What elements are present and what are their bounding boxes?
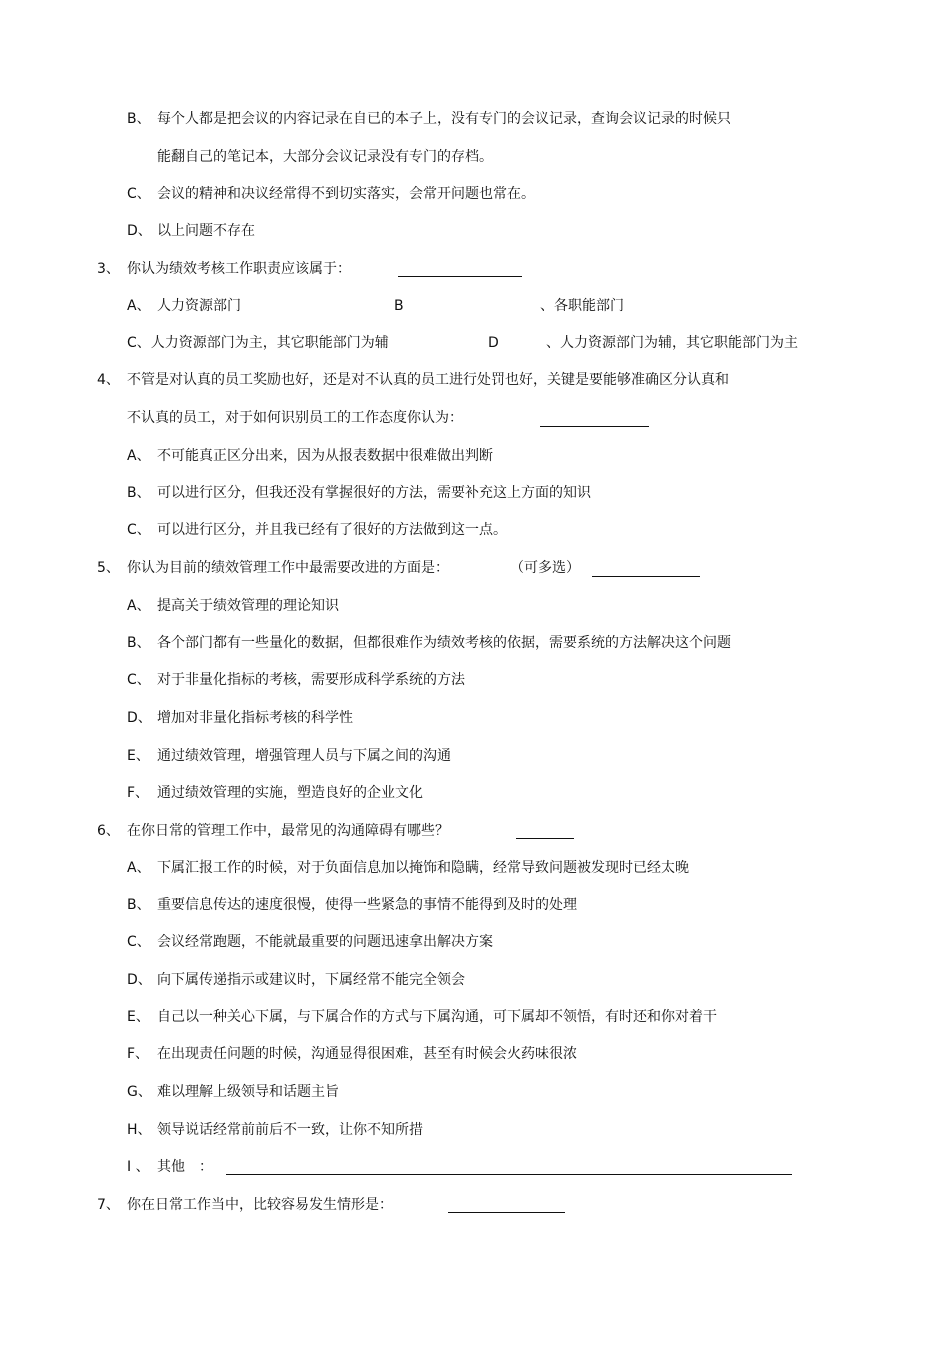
q6-option-i-colon: ： <box>199 1159 213 1175</box>
q6-option-i-text: 其他 <box>157 1159 185 1175</box>
q3-option-c-text: C、人力资源部门为主，其它职能部门为辅 <box>127 335 389 351</box>
q2-option-b-text-continued: 能翻自己的笔记本，大部分会议记录没有专门的存档。 <box>157 149 493 165</box>
q6-other-input-line[interactable] <box>226 1174 792 1175</box>
q2-option-c-text: 会议的精神和决议经常得不到切实落实，会常开问题也常在。 <box>157 186 535 202</box>
q5-option-text: 各个部门都有一些量化的数据，但都很难作为绩效考核的依据，需要系统的方法解决这个问题 <box>157 635 731 651</box>
q6-option-marker: B、 <box>127 897 151 913</box>
q6-option-text: 自己以一种关心下属，与下属合作的方式与下属沟通，可下属却不领悟，有时还和你对着干 <box>157 1009 717 1025</box>
q4-option-c-text: 可以进行区分，并且我已经有了很好的方法做到这一点。 <box>157 522 507 538</box>
q6-option-marker: A、 <box>127 860 151 876</box>
q5-option-text: 对于非量化指标的考核，需要形成科学系统的方法 <box>157 672 465 688</box>
q4-answer-blank[interactable] <box>540 426 649 427</box>
q3-option-d-text: 、人力资源部门为辅，其它职能部门为主 <box>546 335 798 351</box>
q5-option-marker: A、 <box>127 598 151 614</box>
q2-option-b-marker: B、 <box>127 111 151 127</box>
q2-option-d-marker: D、 <box>127 223 152 239</box>
q2-option-b-text: 每个人都是把会议的内容记录在自已的本子上，没有专门的会议记录，查询会议记录的时候只 <box>157 111 731 127</box>
q6-answer-blank[interactable] <box>516 838 574 839</box>
q6-option-text: 领导说话经常前前后不一致，让你不知所措 <box>157 1122 423 1138</box>
q3-number: 3、 <box>97 261 120 277</box>
q6-option-text: 会议经常跑题，不能就最重要的问题迅速拿出解决方案 <box>157 934 493 950</box>
q6-option-text: 在出现责任问题的时候，沟通显得很困难，甚至有时候会火药味很浓 <box>157 1046 577 1062</box>
q6-option-marker: H、 <box>127 1122 152 1138</box>
q5-answer-blank[interactable] <box>592 576 700 577</box>
q4-option-a-marker: A、 <box>127 448 151 464</box>
q5-option-marker: C、 <box>127 672 151 688</box>
q4-number: 4、 <box>97 372 120 388</box>
q3-option-a-text: 人力资源部门 <box>157 298 241 314</box>
q4-text-continued: 不认真的员工，对于如何识别员工的工作态度你认为： <box>127 410 463 426</box>
q4-option-b-marker: B、 <box>127 485 151 501</box>
q6-option-text: 重要信息传达的速度很慢，使得一些紧急的事情不能得到及时的处理 <box>157 897 577 913</box>
q5-option-marker: B、 <box>127 635 151 651</box>
q3-option-b-marker: B <box>394 298 404 314</box>
q6-option-marker: E、 <box>127 1009 150 1025</box>
q6-option-text: 下属汇报工作的时候，对于负面信息加以掩饰和隐瞒，经常导致问题被发现时已经太晚 <box>157 860 689 876</box>
q5-option-marker: E、 <box>127 748 150 764</box>
q5-option-text: 通过绩效管理的实施，塑造良好的企业文化 <box>157 785 423 801</box>
q6-option-marker: F、 <box>127 1046 150 1062</box>
q5-multi-select-note: （可多选） <box>510 560 580 576</box>
q4-option-c-marker: C、 <box>127 522 151 538</box>
q4-option-b-text: 可以进行区分，但我还没有掌握很好的方法，需要补充这上方面的知识 <box>157 485 591 501</box>
q2-option-c-marker: C、 <box>127 186 151 202</box>
q6-option-text: 难以理解上级领导和话题主旨 <box>157 1084 339 1100</box>
q2-option-d-text: 以上问题不存在 <box>157 223 255 239</box>
q6-option-marker: G、 <box>127 1084 152 1100</box>
q5-option-text: 通过绩效管理，增强管理人员与下属之间的沟通 <box>157 748 451 764</box>
q6-option-marker: D、 <box>127 972 152 988</box>
q3-answer-blank[interactable] <box>398 276 522 277</box>
q3-text: 你认为绩效考核工作职责应该属于： <box>127 261 351 277</box>
q7-answer-blank[interactable] <box>448 1212 565 1213</box>
q6-text: 在你日常的管理工作中，最常见的沟通障碍有哪些？ <box>127 823 449 839</box>
q5-number: 5、 <box>97 560 120 576</box>
q7-text: 你在日常工作当中，比较容易发生情形是： <box>127 1197 393 1213</box>
q6-option-marker: C、 <box>127 934 151 950</box>
q4-text: 不管是对认真的员工奖励也好，还是对不认真的员工进行处罚也好，关键是要能够准确区分认真和 <box>127 372 729 388</box>
q7-number: 7、 <box>97 1197 120 1213</box>
q5-option-marker: F、 <box>127 785 150 801</box>
q4-option-a-text: 不可能真正区分出来，因为从报表数据中很难做出判断 <box>157 448 493 464</box>
q5-option-marker: D、 <box>127 710 152 726</box>
q5-option-text: 增加对非量化指标考核的科学性 <box>157 710 353 726</box>
q6-option-i-marker: I 、 <box>127 1159 150 1175</box>
q3-option-a-marker: A、 <box>127 298 151 314</box>
q6-number: 6、 <box>97 823 120 839</box>
q3-option-d-marker: D <box>488 335 499 351</box>
q5-text: 你认为目前的绩效管理工作中最需要改进的方面是： <box>127 560 449 576</box>
q3-option-b-text: 、各职能部门 <box>540 298 624 314</box>
q6-option-text: 向下属传递指示或建议时，下属经常不能完全领会 <box>157 972 465 988</box>
q5-option-text: 提高关于绩效管理的理论知识 <box>157 598 339 614</box>
